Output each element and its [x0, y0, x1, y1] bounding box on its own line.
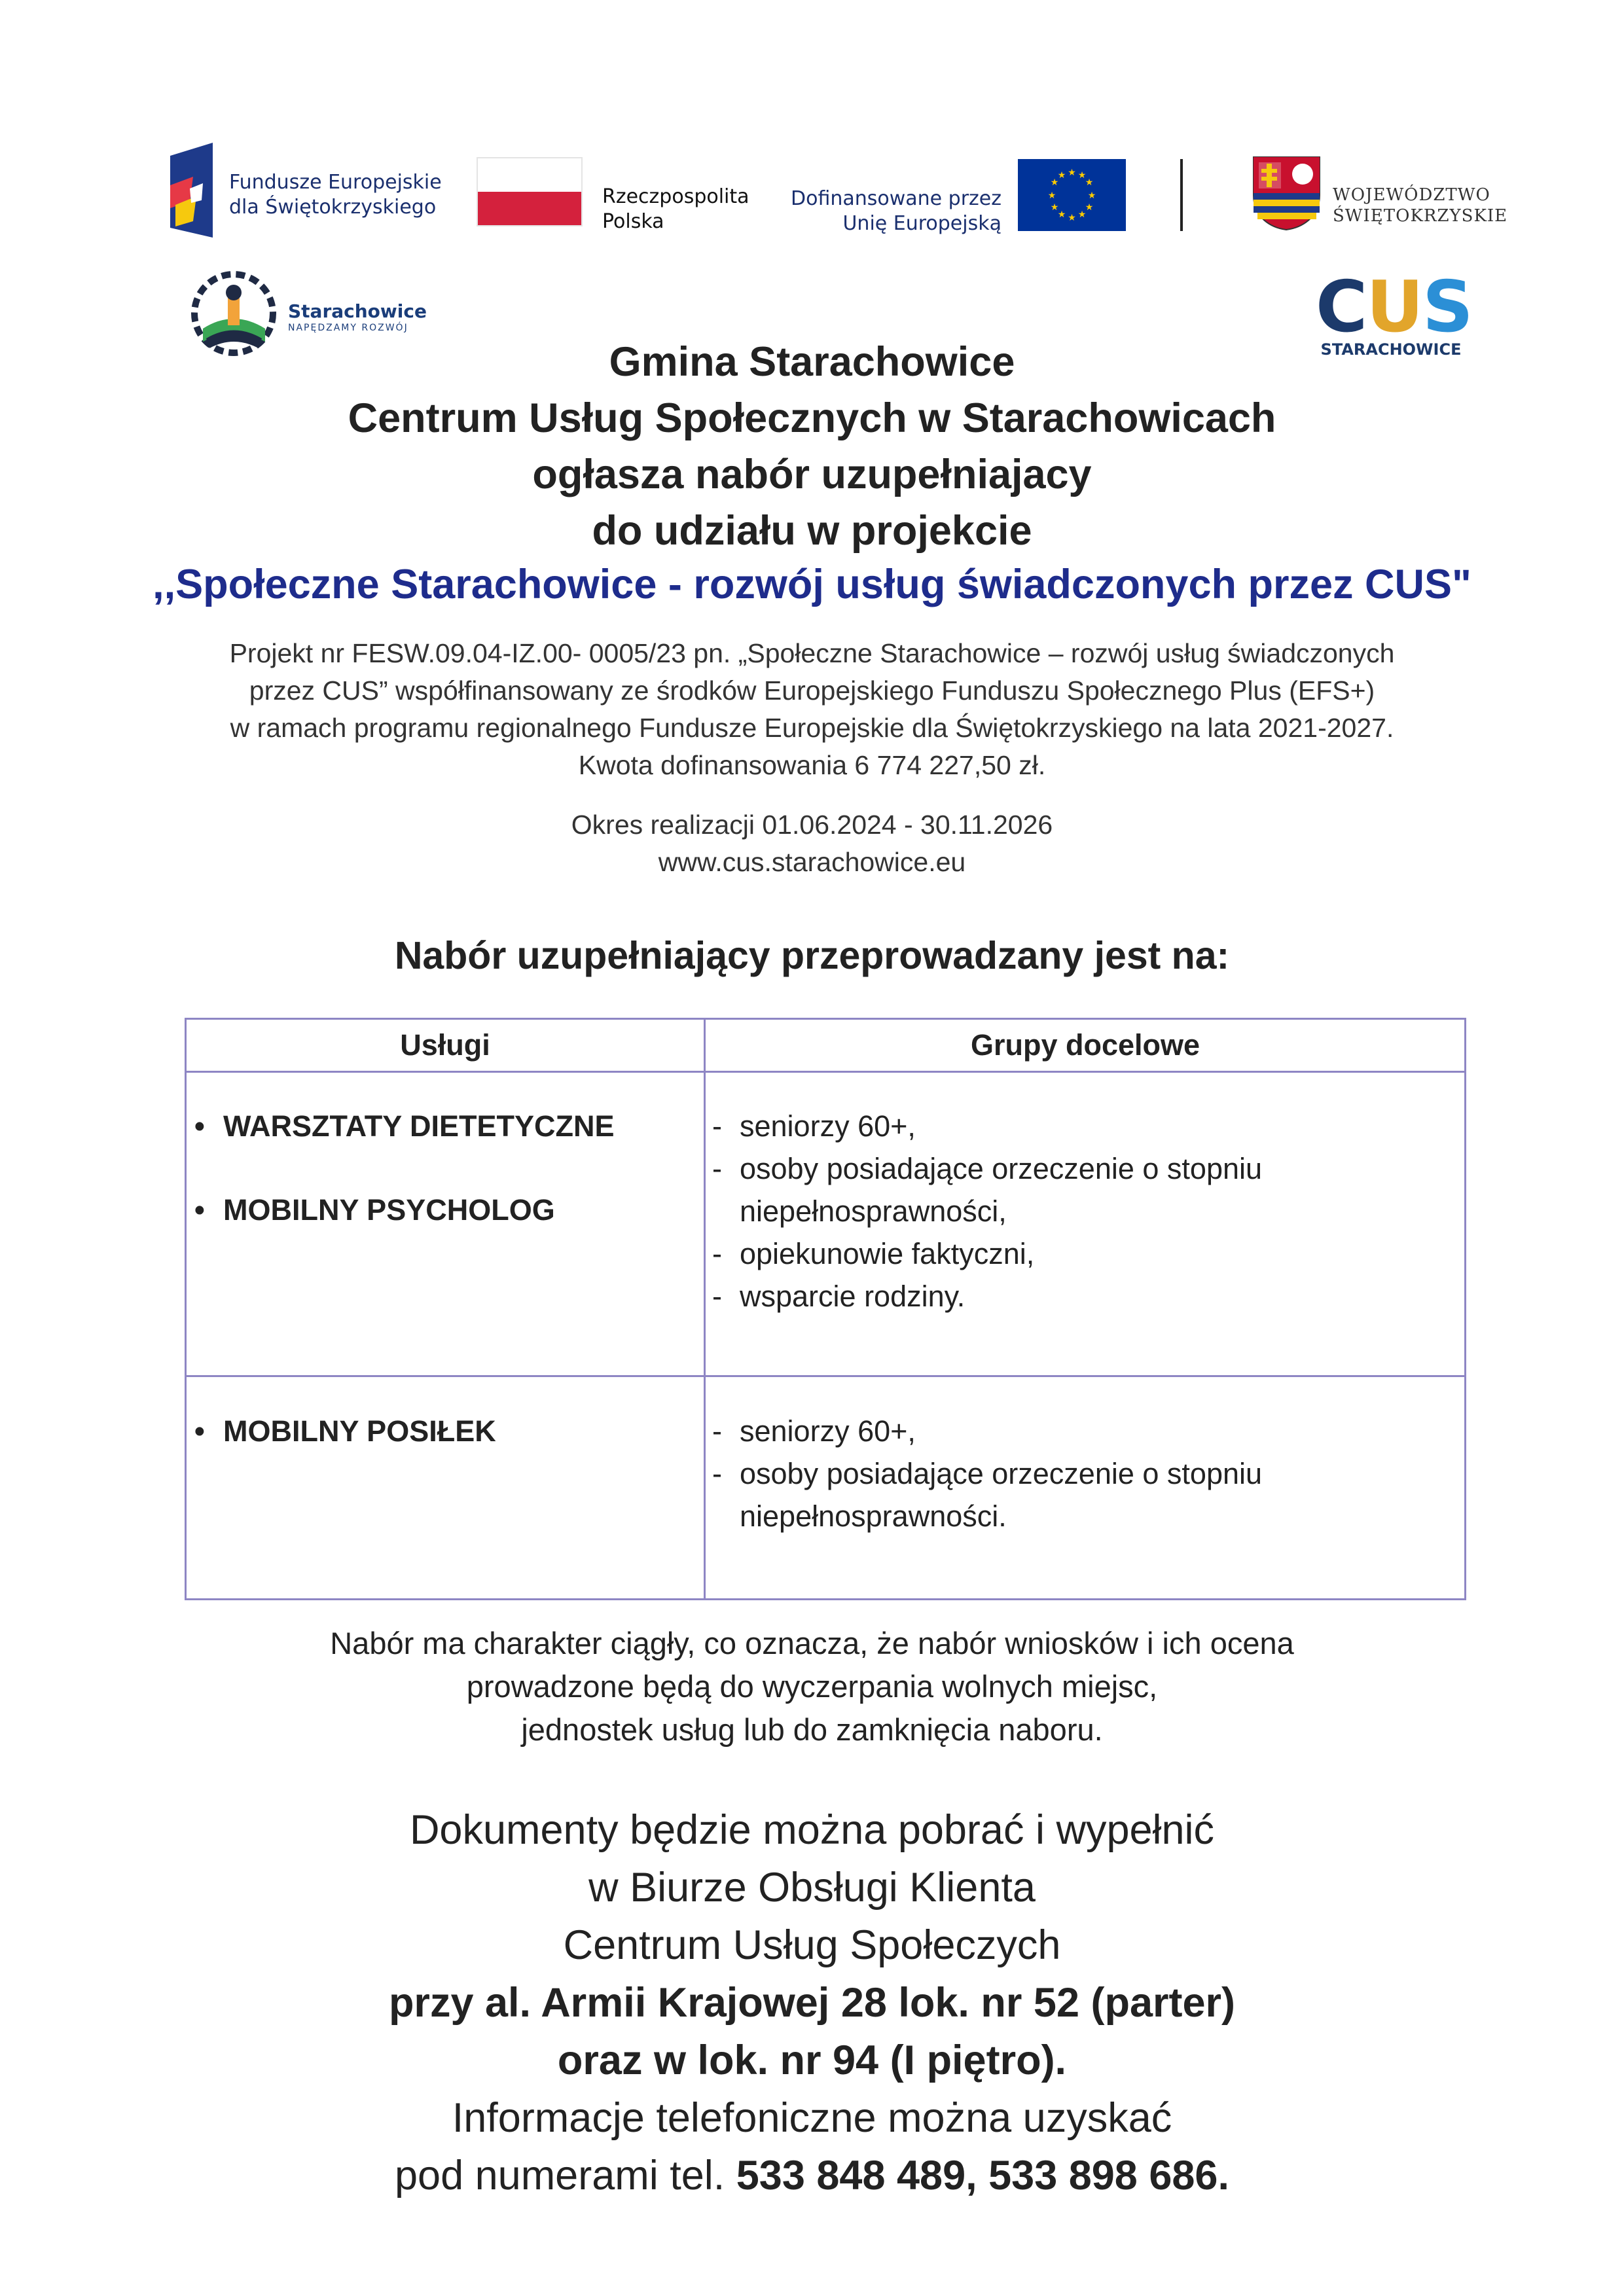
- rp-logo-text: Rzeczpospolita Polska: [602, 185, 749, 233]
- table-header-divider: [187, 1071, 1464, 1073]
- docs-line: Informacje telefoniczne można uzyskać: [452, 2095, 1172, 2141]
- starachowice-logo-text: Starachowice NAPĘDZAMY ROZWÓJ: [288, 300, 427, 333]
- info-line: Projekt nr FESW.09.04-IZ.00- 0005/23 pn. „Społeczne Starachowice – rozwój usług świadczonych: [229, 638, 1395, 668]
- svg-text:★: ★: [1047, 190, 1056, 201]
- svg-text:★: ★: [1077, 170, 1087, 181]
- svg-text:★: ★: [1057, 209, 1066, 220]
- table-row-1-groups: [706, 1105, 1458, 1318]
- service-item: • MOBILNY PSYCHOLOG: [194, 1189, 555, 1231]
- funding-amount: Kwota dofinansowania 6 774 227,50 zł.: [578, 750, 1046, 780]
- documents-contact-info: [65, 1801, 1559, 2204]
- fundusze-europejskie-logo: [164, 143, 458, 238]
- website-link[interactable]: www.cus.starachowice.eu: [658, 847, 966, 877]
- svg-text:★: ★: [1057, 170, 1066, 181]
- target-group-item: - osoby posiadające orzeczenie o stopniu niepełnosprawności,: [706, 1147, 1321, 1232]
- note-line: prowadzone będą do wyczerpania wolnych miejsc,: [466, 1669, 1158, 1704]
- office-address: przy al. Armii Krajowej 28 lok. nr 52 (parter): [388, 1980, 1236, 2026]
- note-line: jednostek usług lub do zamknięcia naboru.: [521, 1712, 1103, 1747]
- announcement-heading: [65, 334, 1559, 559]
- table-row-2-groups: [706, 1410, 1458, 1537]
- heading-line: ogłasza nabór uzupełniajacy: [532, 452, 1092, 497]
- fe-logo-text: Fundusze Europejskie dla Świętokrzyskiego: [229, 171, 442, 219]
- svg-text:★: ★: [1077, 209, 1087, 220]
- table-row-divider: [187, 1375, 1464, 1377]
- project-info: [98, 635, 1526, 784]
- target-group-item: - wsparcie rodziny.: [706, 1275, 1458, 1318]
- eu-logo-text: Dofinansowane przez Unię Europejską: [790, 187, 1001, 235]
- cus-logo-mark: CUS: [1316, 266, 1472, 348]
- polish-flag-icon: [477, 157, 583, 226]
- svg-text:★: ★: [1050, 202, 1059, 213]
- recruitment-note: [98, 1622, 1526, 1751]
- docs-line: Centrum Usług Społeczych: [563, 1922, 1061, 1968]
- service-item: • WARSZTATY DIETETYCZNE: [194, 1105, 615, 1147]
- project-title: ,,Społeczne Starachowice - rozwój usług świadczonych przez CUS": [153, 562, 1471, 607]
- note-line: Nabór ma charakter ciągły, co oznacza, że nabór wniosków i ich ocena: [330, 1626, 1294, 1660]
- phone-numbers: 533 848 489, 533 898 686.: [736, 2153, 1229, 2198]
- fe-emblem-icon: [164, 143, 219, 238]
- info-line: w ramach programu regionalnego Fundusze Europejskie dla Świętokrzyskiego na lata 2021-2027.: [230, 713, 1394, 743]
- heading-line: do udziału w projekcie: [592, 508, 1032, 554]
- info-line: przez CUS” współfinansowany ze środków Europejskiego Funduszu Społecznego Plus (EFS+): [249, 675, 1375, 706]
- target-group-item: - osoby posiadające orzeczenie o stopniu niepełnosprawności.: [706, 1452, 1321, 1537]
- target-group-item: - opiekunowie faktyczni,: [706, 1232, 1458, 1275]
- svg-text:★: ★: [1068, 213, 1076, 223]
- rzeczpospolita-polska-logo: [477, 157, 771, 233]
- docs-line: Dokumenty będzie można pobrać i wypełnić: [409, 1807, 1215, 1853]
- logo-divider: [1180, 159, 1183, 231]
- phone-line: [65, 2147, 1559, 2204]
- target-group-item: - seniorzy 60+,: [706, 1105, 1458, 1147]
- office-room: oraz w lok. nr 94 (I piętro).: [557, 2037, 1067, 2083]
- svg-text:★: ★: [1085, 177, 1094, 188]
- eu-cofinanced-logo: [785, 159, 1126, 235]
- phone-prefix: pod numerami tel.: [395, 2153, 736, 2198]
- svg-text:★: ★: [1068, 168, 1076, 178]
- docs-line: w Biurze Obsługi Klienta: [588, 1865, 1036, 1910]
- cus-logo-subtitle: STARACHOWICE: [1320, 340, 1462, 359]
- coat-of-arms-icon: [1252, 156, 1321, 231]
- services-table: [185, 1018, 1466, 1600]
- project-period: [98, 806, 1526, 881]
- heading-line: Centrum Usług Społecznych w Starachowicach: [348, 395, 1276, 441]
- svg-text:★: ★: [1087, 190, 1096, 201]
- service-item: • MOBILNY POSIŁEK: [194, 1410, 496, 1452]
- table-title: Nabór uzupełniający przeprowadzany jest na:: [394, 934, 1230, 977]
- target-group-item: - seniorzy 60+,: [706, 1410, 1458, 1452]
- svg-text:★: ★: [1085, 202, 1094, 213]
- realization-period: Okres realizacji 01.06.2024 - 30.11.2026: [571, 810, 1053, 840]
- heading-line: Gmina Starachowice: [609, 339, 1015, 385]
- table-header-services: Usługi: [400, 1028, 490, 1062]
- ws-logo-text: WOJEWÓDZTWO ŚWIĘTOKRZYSKIE: [1333, 185, 1508, 226]
- eu-flag-icon: [1018, 159, 1126, 231]
- funding-logo-strip: [164, 143, 1508, 238]
- wojewodztwo-swietokrzyskie-logo: [1252, 156, 1508, 231]
- svg-text:★: ★: [1050, 177, 1059, 188]
- table-header-target-groups: Grupy docelowe: [970, 1028, 1200, 1062]
